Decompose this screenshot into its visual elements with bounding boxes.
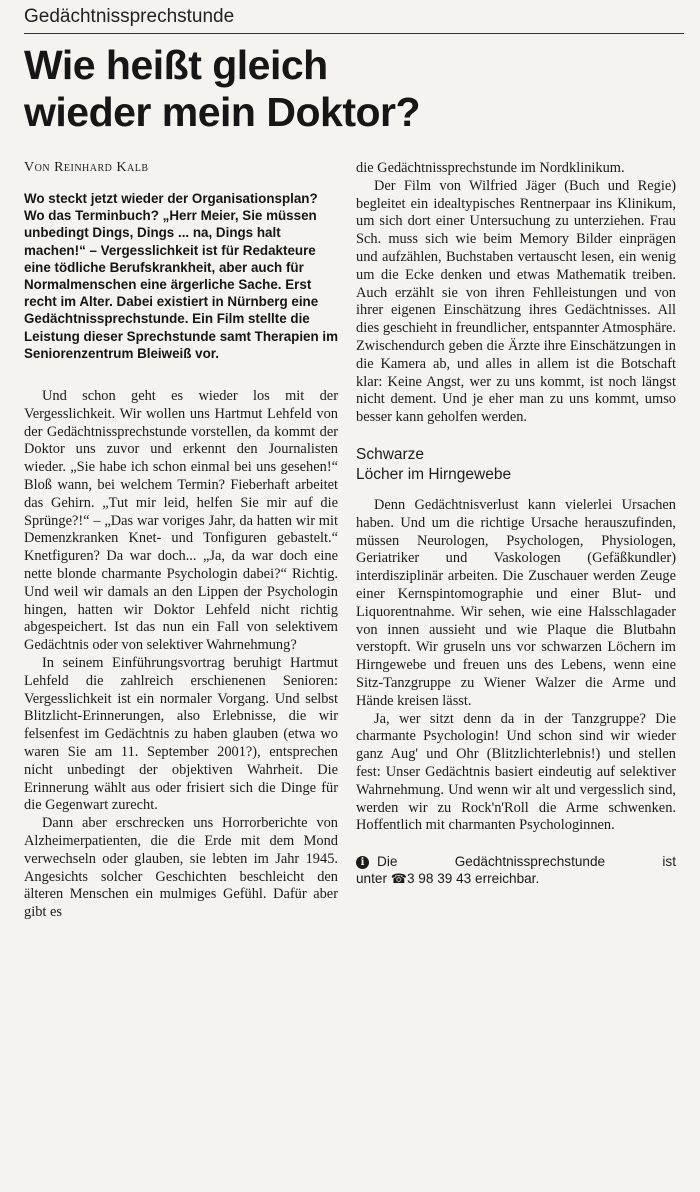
telephone-icon: ☎ — [390, 872, 407, 888]
column-left — [24, 160, 338, 922]
lead-paragraph: Wo steckt jetzt wieder der Organisationsplan? Wo das Terminbuch? „Herr Meier, Sie müssen unbedingt Dings, Dings ... na, Dings halt machen!“ – Vergesslichkeit ist für Redakteure eine tödliche Berufskrankheit, aber auch für Normalmenschen eine ärgerliche Sache. Erst recht im Alter. Dabei existiert in Nürnberg eine Gedächtnissprechstunde. Ein Film stellte die Leistung dieser Sprechstunde samt Therapien im Seniorenzentrum Bleiweiß vor. — [24, 191, 339, 361]
info-line-1 — [356, 853, 676, 870]
info-line-2 — [356, 870, 676, 888]
headline-line-2: wieder mein Doktor? — [24, 89, 421, 135]
body-paragraph: Dann aber erschrecken uns Horrorberichte von Alzheimerpatienten, die die Erde mit dem Mond verwechseln oder glauben, sie lebten im Jahr 1945. Angesichts solcher Geschichten beschleicht den älteren Menschen ein mulmiges Gefühl. Dafür aber gibt es — [24, 815, 338, 921]
body-paragraph: die Gedächtnissprechstunde im Nordklinikum. — [356, 160, 625, 176]
info-text: erreichbar. — [475, 871, 540, 887]
byline — [24, 160, 338, 176]
info-box — [356, 853, 676, 888]
column-right — [356, 160, 676, 888]
rubric-label: Gedächtnissprechstunde — [24, 6, 235, 27]
subheading-line-1: Schwarze — [356, 445, 425, 463]
info-text: Gedächtnissprechstunde — [454, 854, 606, 870]
info-text: Die — [377, 854, 398, 870]
body-paragraph: Der Film von Wilfried Jäger (Buch und Regie) begleitet ein idealtypisches Rentnerpaar ins Klinikum, um sich dort einer Untersuchung zu unterziehen. Frau Sch. muss sich wie beim Memory Bilder einprägen und aufzählen, Buchstaben vertauscht lesen, ein wenig um die Ecke denken und etwas Mathematik treiben. Auch erzählt sie von ihren Fehlleistungen und von ihrer eigenen Einschätzung ihres Gedächtnisses. All dies geschieht in freundlicher, entspannter Atmosphäre. Zwischendurch geben die Ärzte ihre Einschätzungen in die Kamera ab, und alles in allem ist die Botschaft klar: Keine Angst, wer zu uns kommt, ist noch längst nicht dement. Und je eher man zu uns kommt, umso besser kann geholfen werden. — [356, 177, 676, 426]
subheading — [356, 445, 676, 485]
subheading-line-2: Löcher im Hirngewebe — [356, 465, 512, 483]
info-text: unter — [356, 871, 387, 887]
body-left — [24, 388, 338, 922]
info-text: ist — [662, 854, 676, 870]
headline-line-1: Wie heißt gleich — [24, 42, 328, 88]
body-paragraph: Denn Gedächtnisverlust kann vielerlei Ursachen haben. Und um die richtige Ursache herauszufinden, müssen Neurologen, Psychologen, Physiologen, Geriatriker und Vaskologen (Gefäßkundler) interdisziplinär arbeiten. Die Zuschauer werden Zeuge einer Kernspintomographie und einer Blut- und Liquorentnahme. Wir sehen, wie eine Halsschlagader von innen aussieht und wie Plaque die Blutbahn verstopft. Wir gruseln uns vor schwarzen Löchern im Hirngewebe und freuen uns des Lebens, wenn eine Sitz-Tanzgruppe zu Wiener Walzer die Arme und Hände kreisen lässt. — [356, 496, 676, 709]
info-icon: i — [356, 856, 369, 869]
phone-number: 3 98 39 43 — [406, 871, 472, 887]
body-paragraph: In seinem Einführungsvortrag beruhigt Hartmut Lehfeld die zahlreich erschienenen Senioren: Vergesslichkeit ist ein normaler Vorgang. Und selbst Blitzlicht-Erinnerungen, also Erlebnisse, die wir felsenfest im Gedächtnis zu haben glauben (etwa wo waren Sie am 11. September 2001?), entsprechen nicht unbedingt der objektiven Wahrheit. Die Erinnerung wählt aus oder frisiert sich die Dinge für die Gegenwart zurecht. — [24, 654, 338, 814]
body-paragraph: Ja, wer sitzt denn da in der Tanzgruppe? Die charmante Psychologin! Und schon sind wir wieder ganz Aug' und Ohr (Blitzlichterlebnis!) und stellen fest: Unser Gedächtnis basiert eindeutig auf selektiver Wahrnehmung. Und wenn wir alt und vergesslich sind, werden wir zu Rock'n'Roll die Arme schwenken. Hoffentlich mit charmanten Psychologinnen. — [356, 710, 676, 834]
byline-prefix: Von — [24, 160, 51, 175]
rubric-rule — [24, 33, 684, 34]
body-right-2 — [356, 497, 676, 835]
info-line-1-start — [356, 853, 397, 870]
headline — [24, 42, 684, 136]
byline-author: Reinhard Kalb — [54, 160, 149, 175]
body-paragraph: Und schon geht es wieder los mit der Vergesslichkeit. Wir wollen uns Hartmut Lehfeld von der Gedächtnissprechstunde vorstellen, da kommt der Doktor uns zuvor und erkennt den Journalisten wieder. „Sie habe ich schon einmal bei uns gesehen!“ Bloß wann, bei welchem Termin? Fieberhaft arbeitet das Gehirn. „Tut mir leid, helfen Sie mir auf die Sprünge?!“ – „Das war voriges Jahr, da hatten wir mit Demenzkranken Knet- und Tonfiguren gebastelt.“ Knetfiguren? Da war doch... „Ja, da war doch eine nette blonde charmante Psychologin dabei?“ Richtig. Und weil wir damals an den Lippen der Psychologin hingen, hatten wir Doktor Lehfeld nicht richtig abgespeichert. Ist das nun ein Fall von selektivem Gedächtnis oder von selektiver Wahrnehmung? — [24, 388, 338, 654]
body-right-1 — [356, 160, 676, 427]
